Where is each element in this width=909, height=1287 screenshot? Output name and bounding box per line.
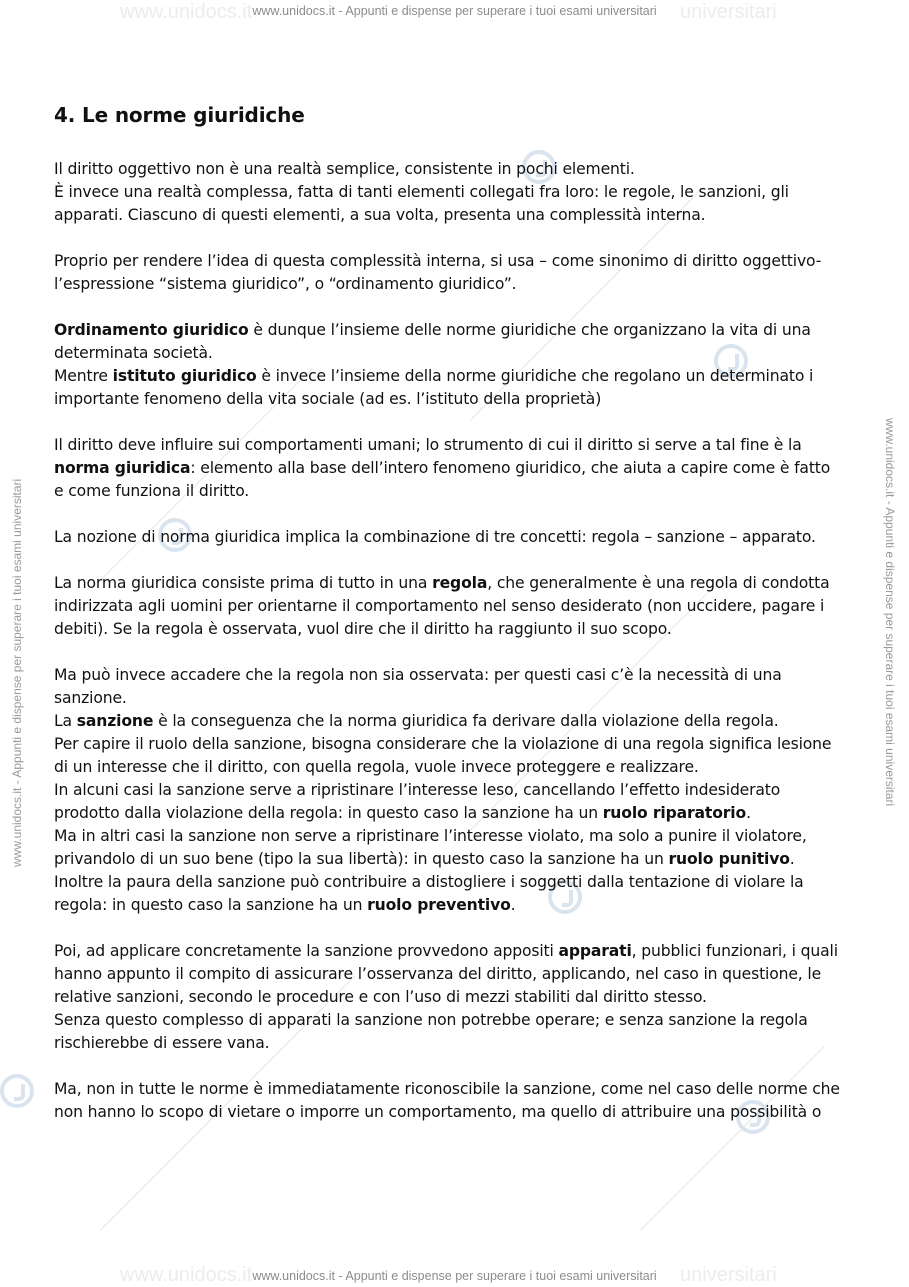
text-run: l’espressione “sistema giuridico”, o “ordinamento giuridico”. (54, 275, 517, 293)
text-run: debiti). Se la regola è osservata, vuol dire che il diritto ha raggiunto il suo scopo. (54, 620, 672, 638)
paragraph (54, 526, 888, 549)
text-run: . (789, 850, 795, 868)
text-run: Poi, ad applicare concretamente la sanzione provvedono appositi (54, 942, 559, 960)
text-run: è la conseguenza che la norma giuridica fa derivare dalla violazione della regola. (153, 712, 779, 730)
text-run: prodotto dalla violazione della regola: in questo caso la sanzione ha un (54, 804, 603, 822)
text-run: Il diritto deve influire sui comportamenti umani; lo strumento di cui il diritto si serve a tal fine è la (54, 436, 802, 454)
paragraph (54, 158, 888, 227)
text-run: è dunque l’insieme delle norme giuridiche che organizzano la vita di una (248, 321, 811, 339)
text-line (54, 181, 888, 204)
text-run: e come funziona il diritto. (54, 482, 250, 500)
unidocs-logo-icon (0, 1074, 34, 1108)
text-run: non hanno lo scopo di vietare o imporre un comportamento, ma quello di attribuire una possibilità o (54, 1103, 822, 1121)
text-run: Ma, non in tutte le norme è immediatamente riconoscibile la sanzione, come nel caso delle norme che (54, 1080, 840, 1098)
text-line (54, 365, 888, 388)
text-line (54, 733, 888, 756)
text-line (54, 319, 888, 342)
bold-term: ruolo preventivo (367, 896, 511, 914)
text-run: In alcuni casi la sanzione serve a ripristinare l’interesse leso, cancellando l’effetto indesiderato (54, 781, 781, 799)
text-line (54, 595, 888, 618)
paragraph (54, 250, 888, 296)
text-line (54, 963, 888, 986)
text-line (54, 1101, 888, 1124)
text-line (54, 273, 888, 296)
text-run: Per capire il ruolo della sanzione, bisogna considerare che la violazione di una regola significa lesione (54, 735, 832, 753)
text-run: Senza questo complesso di apparati la sanzione non potrebbe operare; e senza sanzione la regola (54, 1011, 808, 1029)
text-line (54, 802, 888, 825)
text-line (54, 664, 888, 687)
text-line (54, 618, 888, 641)
text-run: di un interesse che il diritto, con quella regola, vuole invece proteggere e realizzare. (54, 758, 699, 776)
text-run: Mentre (54, 367, 113, 385)
text-line (54, 940, 888, 963)
page-title: 4. Le norme giuridiche (54, 103, 305, 127)
watermark-header: www.unidocs.it - Appunti e dispense per superare i tuoi esami universitari (252, 4, 657, 18)
watermark-ghost-left: www.unidocs.it (120, 1, 253, 23)
text-line (54, 687, 888, 710)
text-line (54, 342, 888, 365)
bold-term: apparati (558, 942, 632, 960)
paragraph (54, 572, 888, 641)
paragraph (54, 1078, 888, 1124)
document-content (54, 102, 888, 1147)
text-line (54, 158, 888, 181)
text-line (54, 1032, 888, 1055)
text-run: , pubblici funzionari, i quali (631, 942, 838, 960)
text-run: privandolo di un suo bene (tipo la sua libertà): in questo caso la sanzione ha un (54, 850, 669, 868)
text-run: : elemento alla base dell’intero fenomeno giuridico, che aiuta a capire come è fatto (190, 459, 831, 477)
text-line (54, 825, 888, 848)
text-line (54, 434, 888, 457)
text-line (54, 480, 888, 503)
bold-term: istituto giuridico (112, 367, 257, 385)
paragraph-list (54, 158, 888, 1124)
watermark-footer: www.unidocs.it - Appunti e dispense per superare i tuoi esami universitari (252, 1269, 657, 1283)
bold-term: regola (432, 574, 488, 592)
text-run: . (510, 896, 516, 914)
text-line (54, 871, 888, 894)
text-line (54, 204, 888, 227)
text-line (54, 894, 888, 917)
bold-term: norma giuridica (54, 459, 191, 477)
text-line (54, 1078, 888, 1101)
bold-term: Ordinamento giuridico (54, 321, 249, 339)
text-run: La (54, 712, 77, 730)
text-run: . (746, 804, 751, 822)
bold-term: ruolo punitivo (668, 850, 790, 868)
text-line (54, 250, 888, 273)
text-line (54, 1009, 888, 1032)
text-line (54, 779, 888, 802)
text-run: è invece l’insieme della norme giuridiche che regolano un determinato i (256, 367, 814, 385)
text-line (54, 388, 888, 411)
text-line (54, 572, 888, 595)
bold-term: ruolo riparatorio (602, 804, 747, 822)
text-run: La nozione di norma giuridica implica la combinazione di tre concetti: regola – sanzione – apparato. (54, 528, 816, 546)
text-run: sanzione. (54, 689, 127, 707)
watermark-side-right: www.unidocs.it - Appunti e dispense per superare i tuoi esami universitari (883, 418, 897, 807)
text-line (54, 848, 888, 871)
watermark-ghost-right-bottom: universitari (680, 1264, 777, 1286)
text-run: hanno appunto il compito di assicurare l’osservanza del diritto, applicando, nel caso in questione, le (54, 965, 822, 983)
text-run: Inoltre la paura della sanzione può contribuire a distogliere i soggetti dalla tentazione di violare la (54, 873, 804, 891)
paragraph (54, 319, 888, 411)
paragraph (54, 940, 888, 1055)
text-run: Ma può invece accadere che la regola non sia osservata: per questi casi c’è la necessità di una (54, 666, 782, 684)
text-run: rischierebbe di essere vana. (54, 1034, 270, 1052)
text-run: La norma giuridica consiste prima di tutto in una (54, 574, 433, 592)
paragraph (54, 664, 888, 917)
text-line (54, 710, 888, 733)
watermark-ghost-left-bottom: www.unidocs.it (120, 1264, 253, 1286)
text-run: Ma in altri casi la sanzione non serve a ripristinare l’interesse violato, ma solo a punire il violatore, (54, 827, 807, 845)
text-line (54, 526, 888, 549)
text-line (54, 457, 888, 480)
text-run: È invece una realtà complessa, fatta di tanti elementi collegati fra loro: le regole, le sanzioni, gli (54, 183, 789, 201)
text-run: regola: in questo caso la sanzione ha un (54, 896, 368, 914)
text-run: determinata società. (54, 344, 213, 362)
text-run: relative sanzioni, secondo le procedure e con l’uso di mezzi stabiliti dal diritto stesso. (54, 988, 707, 1006)
paragraph (54, 434, 888, 503)
text-run: indirizzata agli uomini per orientarne il comportamento nel senso desiderato (non uccidere, pagare i (54, 597, 825, 615)
text-run: apparati. Ciascuno di questi elementi, a sua volta, presenta una complessità interna. (54, 206, 706, 224)
bold-term: sanzione (76, 712, 154, 730)
text-line (54, 986, 888, 1009)
watermark-side-left: www.unidocs.it - Appunti e dispense per superare i tuoi esami universitari (10, 478, 24, 867)
watermark-ghost-right: universitari (680, 1, 777, 23)
text-run: importante fenomeno della vita sociale (ad es. l’istituto della proprietà) (54, 390, 602, 408)
text-run: , che generalmente è una regola di condotta (487, 574, 830, 592)
text-run: Il diritto oggettivo non è una realtà semplice, consistente in pochi elementi. (54, 160, 635, 178)
text-line (54, 756, 888, 779)
text-run: Proprio per rendere l’idea di questa complessità interna, si usa – come sinonimo di diritto oggettivo- (54, 252, 822, 270)
